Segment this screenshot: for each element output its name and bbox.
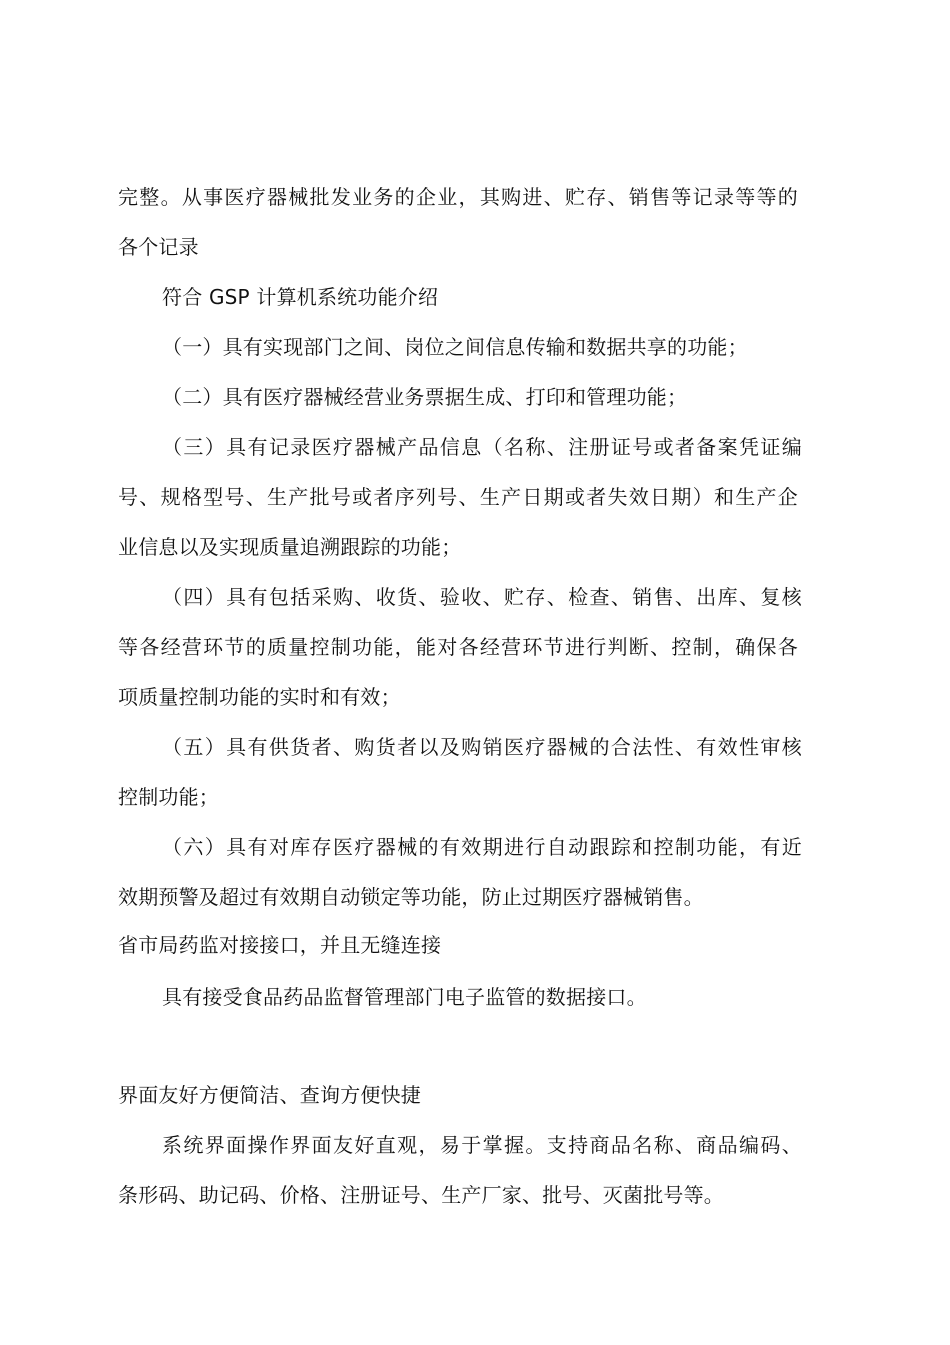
paragraph-line: 条形码、助记码、价格、注册证号、生产厂家、批号、灭菌批号等。: [118, 1183, 724, 1207]
list-item-2: （二）具有医疗器械经营业务票据生成、打印和管理功能；: [162, 385, 688, 409]
list-item-1: （一）具有实现部门之间、岗位之间信息传输和数据共享的功能；: [162, 335, 748, 359]
paragraph-line: 控制功能；: [118, 785, 219, 809]
list-item-6: （六）具有对库存医疗器械的有效期进行自动跟踪和控制功能，有近: [162, 835, 802, 859]
section-heading: 符合 GSP 计算机系统功能介绍: [162, 285, 439, 309]
section-heading: 省市局药监对接接口，并且无缝连接: [118, 933, 442, 957]
paragraph-line: 业信息以及实现质量追溯跟踪的功能；: [118, 535, 462, 559]
paragraph-line: 号、规格型号、生产批号或者序列号、生产日期或者失效日期）和生产企: [118, 485, 798, 509]
list-item-3: （三）具有记录医疗器械产品信息（名称、注册证号或者备案凭证编: [162, 435, 802, 459]
paragraph-line: 等各经营环节的质量控制功能，能对各经营环节进行判断、控制，确保各: [118, 635, 798, 659]
section-heading: 界面友好方便简洁、查询方便快捷: [118, 1083, 421, 1107]
paragraph-line: 效期预警及超过有效期自动锁定等功能，防止过期医疗器械销售。: [118, 885, 704, 909]
list-item-5: （五）具有供货者、购货者以及购销医疗器械的合法性、有效性审核: [162, 735, 802, 759]
paragraph-line: 系统界面操作界面友好直观，易于掌握。支持商品名称、商品编码、: [162, 1133, 802, 1157]
paragraph-line: 各个记录: [118, 235, 199, 259]
list-item-4: （四）具有包括采购、收货、验收、贮存、检查、销售、出库、复核: [162, 585, 802, 609]
paragraph-line: 完整。从事医疗器械批发业务的企业，其购进、贮存、销售等记录等等的: [118, 185, 798, 209]
paragraph-line: 项质量控制功能的实时和有效；: [118, 685, 401, 709]
paragraph-line: 具有接受食品药品监督管理部门电子监管的数据接口。: [162, 985, 647, 1009]
